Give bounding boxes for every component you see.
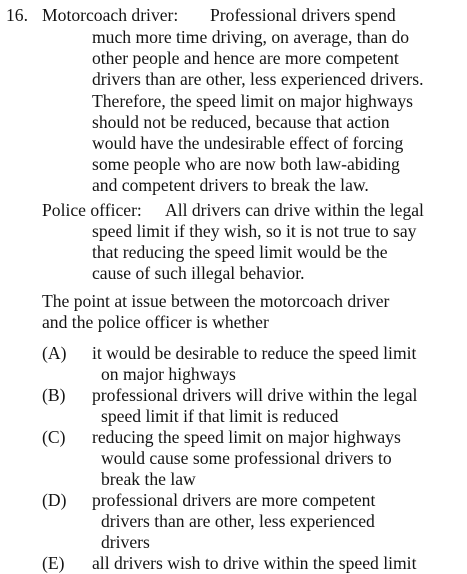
passage-line: would have the undesirable effect of forcing (92, 133, 404, 153)
speaker-police-officer-label: Police officer: (42, 200, 142, 220)
choice-text: drivers than are other, less experienced (101, 511, 375, 531)
choice-label: (E) (42, 553, 65, 573)
passage-line: drivers than are other, less experienced drivers. (92, 69, 424, 89)
choice-text: professional drivers will drive within the legal (92, 385, 418, 405)
passage-line: All drivers can drive within the legal (165, 200, 424, 220)
choice-label: (C) (42, 427, 66, 447)
question-stem-line: and the police officer is whether (42, 312, 269, 332)
passage-line: much more time driving, on average, than do (92, 27, 410, 47)
choice-text: all drivers wish to drive within the speed limit (92, 553, 417, 573)
choice-text: speed limit if that limit is reduced (101, 406, 339, 426)
choice-label: (A) (42, 343, 67, 363)
question-number: 16. (6, 5, 28, 25)
passage-line: Professional drivers spend (210, 5, 396, 25)
question-stem-line: The point at issue between the motorcoach driver (42, 291, 390, 311)
choice-text: reducing the speed limit on major highways (92, 427, 401, 447)
passage-line: Therefore, the speed limit on major highways (92, 91, 413, 111)
passage-line: that reducing the speed limit would be the (92, 242, 388, 262)
choice-text: drivers (101, 532, 150, 552)
passage-line: and competent drivers to break the law. (92, 175, 369, 195)
choice-label: (D) (42, 490, 67, 510)
passage-line: some people who are now both law-abiding (92, 154, 400, 174)
passage-line: speed limit if they wish, so it is not true to say (92, 221, 417, 241)
passage-line: cause of such illegal behavior. (92, 263, 305, 283)
passage-line: other people and hence are more competent (92, 48, 399, 68)
passage-line: should not be reduced, because that action (92, 112, 390, 132)
choice-text: it would be desirable to reduce the speed limit (92, 343, 417, 363)
speaker-motorcoach-driver-label: Motorcoach driver: (42, 5, 179, 25)
choice-text: would cause some professional drivers to (101, 448, 392, 468)
choice-text: professional drivers are more competent (92, 490, 376, 510)
choice-label: (B) (42, 385, 66, 405)
choice-text: break the law (101, 469, 196, 489)
choice-text: on major highways (101, 364, 236, 384)
